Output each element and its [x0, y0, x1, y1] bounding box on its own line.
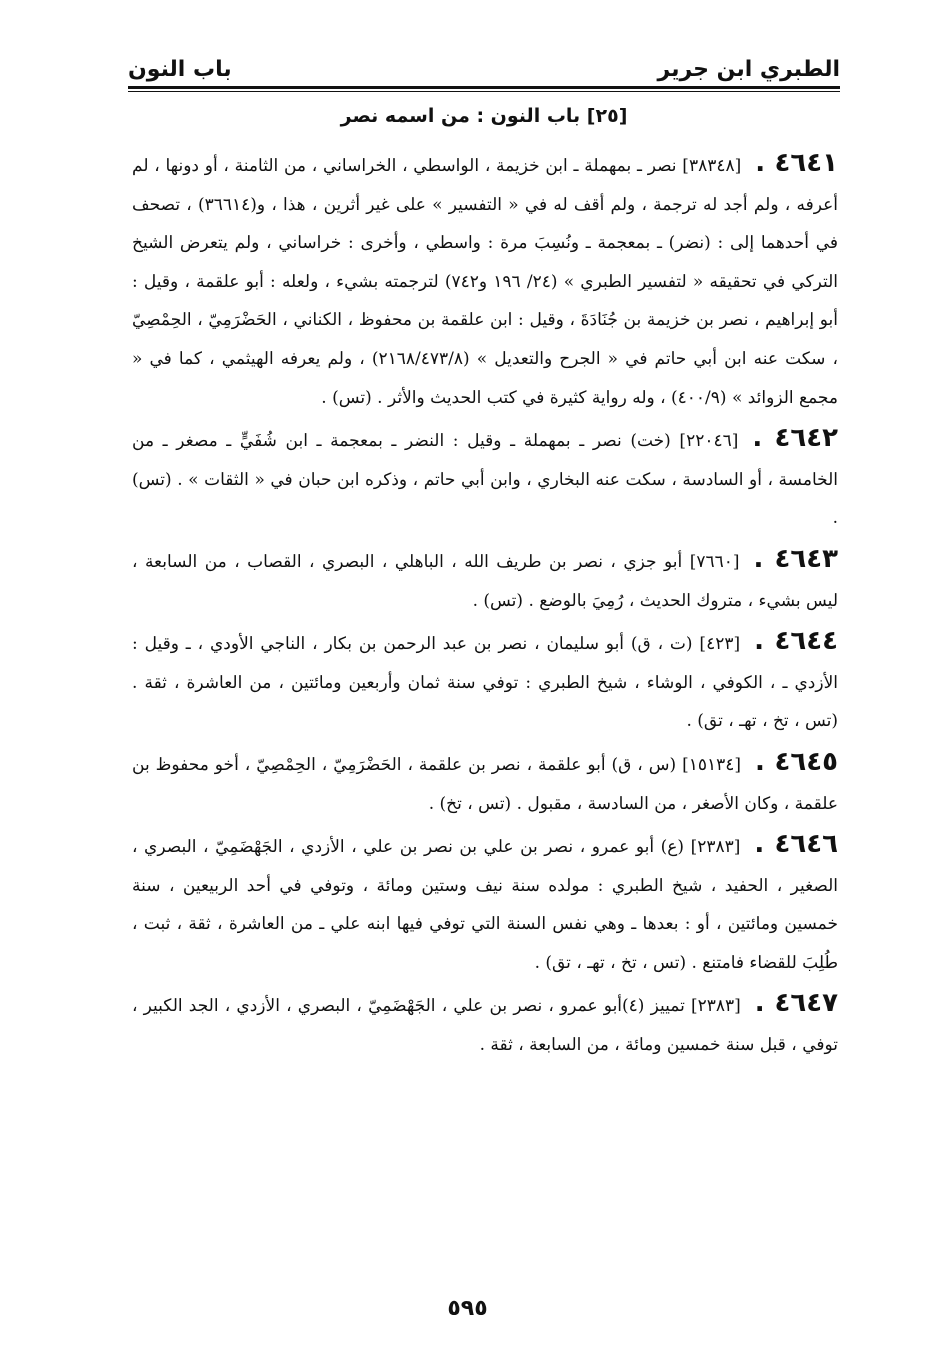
entry-number: ٤٦٤٧ .	[754, 988, 838, 1019]
section-name: باب النون	[128, 57, 232, 82]
book-title: الطبري ابن جرير	[657, 57, 840, 82]
entry-4642	[132, 419, 838, 538]
entry-text: [٢٣٨٣] (ع) أبو عمرو ، نصر بن علي بن نصر بن علي ، الأزدي ، الجَهْضَمِيّ ، البصري ، الصغير ، الحفيد ، شيخ الطبري : مولده سنة نيف وستين ومائة ، وتوفي في أحد الربيعين ، سنة خمسين ومائتين ، أو : بعدها ـ وهي نفس السنة التي توفي فيها ابنه علي ـ من العاشرة ، ثقة ، ثبت ، طُلِبَ للقضاء فامتنع . (تس ، تخ ، تهـ ، تق) .	[132, 837, 838, 973]
entry-text: [٢٢٠٤٦] (خت) نصر ـ بمهملة ـ وقيل : النضر ـ بمعجمة ـ ابن شُفَيٍّ ـ مصغر ـ من الخامسة ، أو السادسة ، سكت عنه البخاري ، وابن أبي حاتم ، وذكره ابن حبان في « الثقات » . (تس) .	[132, 431, 838, 529]
entry-4644	[132, 622, 838, 741]
entry-text: [٧٦٦٠] أبو جزي ، نصر بن طريف الله ، الباهلي ، البصري ، القصاب ، من السابعة ، ليس بشيء ، متروك الحديث ، رُمِيَ بالوضع . (تس) .	[132, 551, 838, 611]
entry-text: [٤٢٣] (ت ، ق) أبو سليمان ، نصر بن عبد الرحمن بن بكار ، الناجي الأودي ، ـ وقيل : الأزدي ـ ، الكوفي ، الوشاء ، شيخ الطبري : توفي سنة ثمان وأربعين ومائتين ، من العاشرة ، ثقة . (تس ، تخ ، تهـ ، تق) .	[132, 634, 838, 732]
header-rule-thin	[128, 91, 840, 92]
page-number: ٥٩٥	[447, 1296, 488, 1321]
entry-number: ٤٦٤١ .	[755, 148, 838, 178]
entry-text: [١٥١٣٤] (س ، ق) أبو علقمة ، نصر بن علقمة ، الحَضْرَمِيّ ، الحِمْصِيّ ، أخو محفوظ بن علقمة ، وكان الأصغر ، من السادسة ، مقبول . (تس ، تخ) .	[132, 754, 838, 814]
entry-number: ٤٦٤٦ .	[754, 829, 838, 860]
entry-4643	[132, 540, 838, 620]
header-rule-thick	[128, 86, 840, 89]
entry-4645	[132, 743, 838, 823]
entry-number: ٤٦٤٢ .	[752, 423, 839, 454]
entry-number: ٤٦٤٥ .	[755, 746, 838, 777]
entry-text: [٣٨٣٤٨] نصر ـ بمهملة ـ ابن خزيمة ، الواسطي ، الخراساني ، من الثامنة ، أو دونها ، لم أعرفه ، ولم أجد له ترجمة ، ولم أقف له في « التفسير » على غير أثرين ، هذا ، و(٣٦٦١٤) ، تصحف في أحدهما إلى : (نضر) ـ بمعجمة ـ ونُسِبَ مرة : واسطي ، وأخرى : خراساني ، ولم يتعرض الشيخ التركي في تحقيقه « لتفسير الطبري » (٢٤/ ١٩٦ و٧٤٢) لترجمته بشيء ، ولعله : أبو علقمة ، وقيل : أبو إبراهيم ، نصر بن خزيمة بن جُنَادَةَ ، وقيل : ابن علقمة بن محفوظ ، الكناني ، الحَضْرَمِيّ ، الحِمْصِيّ ، سكت عنه ابن أبي حاتم في « الجرح والتعديل » (٢١٦٨/٤٧٣/٨) ، ولم يعرفه الهيثمي ، كما في « مجمع الزوائد » (٤٠٠/٩) ، وله رواية كثيرة في كتب الحديث والأثر . (تس) .	[132, 156, 839, 408]
entry-text: [٢٣٨٣] تمييز (٤)أبو عمرو ، نصر بن علي ، الجَهْضَمِيّ ، البصري ، الأزدي ، الجد الكبير ، توفي ، قبل سنة خمسين ومائة ، من السابعة ، ثقة .	[132, 996, 838, 1056]
entries-list	[132, 144, 838, 1067]
chapter-title: [٢٥] باب النون : من اسمه نصر	[340, 105, 628, 127]
running-header	[128, 38, 840, 82]
entry-4641	[132, 144, 838, 417]
entry-4646	[132, 825, 838, 982]
entry-4647	[132, 984, 838, 1064]
entry-number: ٤٦٤٣ .	[753, 543, 838, 574]
entry-number: ٤٦٤٤ .	[754, 626, 838, 657]
